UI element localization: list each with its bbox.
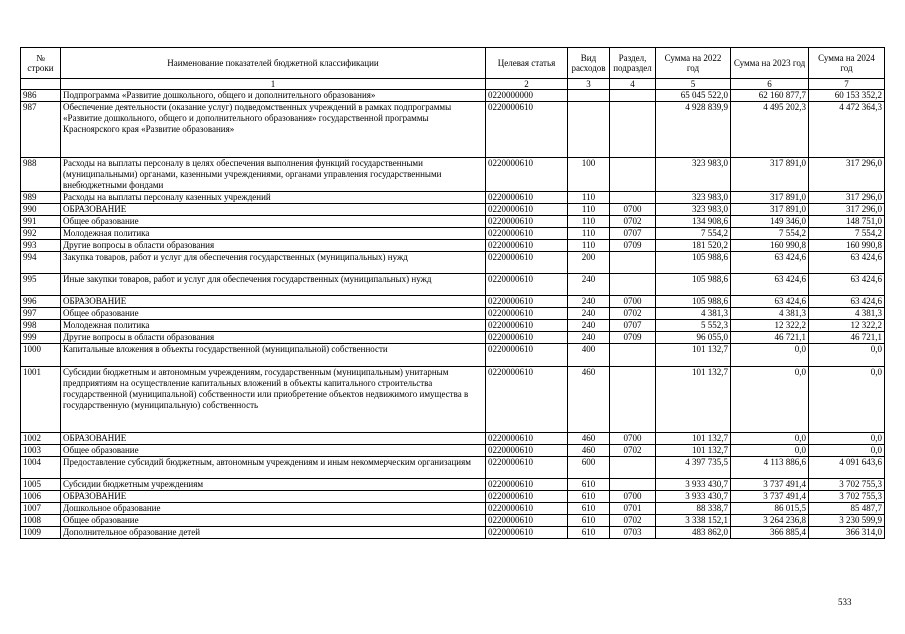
row-target: 0220000610 — [486, 445, 568, 457]
row-number: 1002 — [21, 433, 61, 445]
row-exp-type: 460 — [568, 433, 610, 445]
row-exp-type: 600 — [568, 457, 610, 479]
table-row — [21, 479, 885, 491]
row-name: ОБРАЗОВАНИЕ — [61, 296, 486, 308]
row-exp-type: 240 — [568, 308, 610, 320]
row-name: Молодежная политика — [61, 320, 486, 332]
row-target: 0220000610 — [486, 252, 568, 274]
row-sum-2023: 4 495 202,3 — [731, 102, 809, 158]
row-exp-type: 610 — [568, 503, 610, 515]
col-number: 6 — [731, 79, 809, 90]
row-exp-type: 240 — [568, 332, 610, 344]
row-target: 0220000610 — [486, 240, 568, 252]
row-sum-2024: 0,0 — [809, 433, 885, 445]
table-row — [21, 252, 885, 274]
row-name: Иные закупки товаров, работ и услуг для обеспечения государственных (муниципальных) нужд — [61, 274, 486, 296]
row-name: Дошкольное образование — [61, 503, 486, 515]
row-exp-type: 400 — [568, 344, 610, 367]
row-sum-2024: 12 322,2 — [809, 320, 885, 332]
row-target: 0220000610 — [486, 308, 568, 320]
row-section: 0702 — [610, 515, 656, 527]
row-target: 0220000610 — [486, 503, 568, 515]
row-sum-2022: 105 988,6 — [656, 296, 731, 308]
row-exp-type: 110 — [568, 216, 610, 228]
row-sum-2022: 96 055,0 — [656, 332, 731, 344]
row-section: 0702 — [610, 445, 656, 457]
row-sum-2022: 4 397 735,5 — [656, 457, 731, 479]
row-number: 1007 — [21, 503, 61, 515]
row-target: 0220000610 — [486, 320, 568, 332]
row-name: Другие вопросы в области образования — [61, 332, 486, 344]
col-number: 5 — [656, 79, 731, 90]
row-target: 0220000610 — [486, 204, 568, 216]
row-sum-2023: 7 554,2 — [731, 228, 809, 240]
row-section: 0707 — [610, 228, 656, 240]
column-number-row — [21, 79, 885, 90]
row-number: 1003 — [21, 445, 61, 457]
table-row — [21, 491, 885, 503]
row-sum-2024: 3 702 755,3 — [809, 491, 885, 503]
row-section: 0703 — [610, 527, 656, 539]
row-exp-type — [568, 90, 610, 102]
row-number: 992 — [21, 228, 61, 240]
row-section — [610, 344, 656, 367]
row-exp-type: 110 — [568, 192, 610, 204]
row-number: 996 — [21, 296, 61, 308]
col-number: 7 — [809, 79, 885, 90]
row-sum-2022: 323 983,0 — [656, 158, 731, 192]
row-section: 0709 — [610, 240, 656, 252]
row-sum-2024: 366 314,0 — [809, 527, 885, 539]
row-sum-2024: 0,0 — [809, 344, 885, 367]
row-exp-type: 240 — [568, 296, 610, 308]
row-sum-2024: 63 424,6 — [809, 296, 885, 308]
table-row — [21, 240, 885, 252]
header-name: Наименование показателей бюджетной классификации — [61, 48, 486, 79]
row-number: 989 — [21, 192, 61, 204]
row-sum-2022: 105 988,6 — [656, 252, 731, 274]
header-sum-2022: Сумма на 2022 год — [656, 48, 731, 79]
row-section — [610, 102, 656, 158]
row-target: 0220000610 — [486, 332, 568, 344]
row-target: 0220000610 — [486, 216, 568, 228]
row-exp-type: 610 — [568, 527, 610, 539]
row-sum-2024: 317 296,0 — [809, 204, 885, 216]
row-section: 0700 — [610, 204, 656, 216]
row-exp-type: 610 — [568, 515, 610, 527]
row-exp-type: 460 — [568, 367, 610, 433]
row-number: 1009 — [21, 527, 61, 539]
row-sum-2022: 3 338 152,1 — [656, 515, 731, 527]
header-sum-2024: Сумма на 2024 год — [809, 48, 885, 79]
row-number: 991 — [21, 216, 61, 228]
row-target: 0220000610 — [486, 457, 568, 479]
row-sum-2024: 85 487,7 — [809, 503, 885, 515]
row-sum-2024: 317 296,0 — [809, 158, 885, 192]
row-number: 993 — [21, 240, 61, 252]
row-name: ОБРАЗОВАНИЕ — [61, 204, 486, 216]
row-number: 990 — [21, 204, 61, 216]
header-sum-2023: Сумма на 2023 год — [731, 48, 809, 79]
row-sum-2023: 0,0 — [731, 344, 809, 367]
row-name: Закупка товаров, работ и услуг для обеспечения государственных (муниципальных) нужд — [61, 252, 486, 274]
row-name: Общее образование — [61, 308, 486, 320]
row-sum-2024: 46 721,1 — [809, 332, 885, 344]
row-name: Расходы на выплаты персоналу казенных учреждений — [61, 192, 486, 204]
row-target: 0220000610 — [486, 296, 568, 308]
row-target: 0220000610 — [486, 433, 568, 445]
row-section — [610, 90, 656, 102]
row-sum-2022: 323 983,0 — [656, 204, 731, 216]
row-target: 0220000610 — [486, 102, 568, 158]
row-sum-2024: 0,0 — [809, 445, 885, 457]
row-name: Общее образование — [61, 515, 486, 527]
row-sum-2022: 88 338,7 — [656, 503, 731, 515]
row-sum-2023: 4 381,3 — [731, 308, 809, 320]
row-target: 0220000610 — [486, 491, 568, 503]
row-section: 0702 — [610, 216, 656, 228]
table-row — [21, 90, 885, 102]
table-row — [21, 158, 885, 192]
row-name: Общее образование — [61, 445, 486, 457]
table-row — [21, 367, 885, 433]
row-target: 0220000610 — [486, 479, 568, 491]
row-sum-2022: 7 554,2 — [656, 228, 731, 240]
row-number: 986 — [21, 90, 61, 102]
row-section — [610, 479, 656, 491]
row-number: 1006 — [21, 491, 61, 503]
col-number: 4 — [610, 79, 656, 90]
row-section — [610, 367, 656, 433]
row-target: 0220000610 — [486, 192, 568, 204]
budget-table — [20, 47, 885, 539]
row-sum-2023: 0,0 — [731, 433, 809, 445]
table-body — [21, 90, 885, 539]
row-sum-2024: 63 424,6 — [809, 252, 885, 274]
row-name: ОБРАЗОВАНИЕ — [61, 433, 486, 445]
row-sum-2023: 0,0 — [731, 367, 809, 433]
row-name: Субсидии бюджетным учреждениям — [61, 479, 486, 491]
row-target: 0220000610 — [486, 344, 568, 367]
row-name: Расходы на выплаты персоналу в целях обеспечения выполнения функций государственными (муниципальными) органами, казенными учреждениями, органами управления государственными внебюджетными фондами — [61, 158, 486, 192]
row-sum-2023: 317 891,0 — [731, 158, 809, 192]
row-section: 0709 — [610, 332, 656, 344]
row-sum-2023: 86 015,5 — [731, 503, 809, 515]
row-sum-2023: 160 990,8 — [731, 240, 809, 252]
row-section — [610, 252, 656, 274]
row-name: Предоставление субсидий бюджетным, автономным учреждениям и иным некоммерческим организациям — [61, 457, 486, 479]
row-target: 0220000610 — [486, 527, 568, 539]
table-row — [21, 274, 885, 296]
row-sum-2024: 4 381,3 — [809, 308, 885, 320]
row-sum-2022: 3 933 430,7 — [656, 479, 731, 491]
table-row — [21, 320, 885, 332]
col-number: 2 — [486, 79, 568, 90]
row-section — [610, 274, 656, 296]
col-number: 1 — [61, 79, 486, 90]
row-sum-2023: 63 424,6 — [731, 296, 809, 308]
row-sum-2022: 181 520,2 — [656, 240, 731, 252]
row-number: 987 — [21, 102, 61, 158]
row-sum-2022: 3 933 430,7 — [656, 491, 731, 503]
row-sum-2023: 46 721,1 — [731, 332, 809, 344]
row-sum-2024: 63 424,6 — [809, 274, 885, 296]
col-number: 3 — [568, 79, 610, 90]
row-sum-2022: 4 381,3 — [656, 308, 731, 320]
row-sum-2022: 134 908,6 — [656, 216, 731, 228]
row-sum-2024: 148 751,0 — [809, 216, 885, 228]
row-sum-2022: 105 988,6 — [656, 274, 731, 296]
row-sum-2024: 4 091 643,6 — [809, 457, 885, 479]
table-row — [21, 102, 885, 158]
row-sum-2022: 4 928 839,9 — [656, 102, 731, 158]
header-row-no: № строки — [21, 48, 61, 79]
row-sum-2023: 317 891,0 — [731, 192, 809, 204]
table-row — [21, 308, 885, 320]
row-number: 988 — [21, 158, 61, 192]
row-number: 1000 — [21, 344, 61, 367]
col-number — [21, 79, 61, 90]
row-exp-type: 240 — [568, 274, 610, 296]
row-target: 0220000610 — [486, 367, 568, 433]
row-target: 0220000610 — [486, 228, 568, 240]
header-exp-type: Вид расходов — [568, 48, 610, 79]
row-sum-2023: 12 322,2 — [731, 320, 809, 332]
row-target: 0220000610 — [486, 158, 568, 192]
row-exp-type: 110 — [568, 240, 610, 252]
row-sum-2024: 0,0 — [809, 367, 885, 433]
row-target: 0220000000 — [486, 90, 568, 102]
row-sum-2024: 3 230 599,9 — [809, 515, 885, 527]
row-sum-2023: 3 264 236,8 — [731, 515, 809, 527]
row-section: 0700 — [610, 296, 656, 308]
row-sum-2023: 317 891,0 — [731, 204, 809, 216]
row-exp-type: 610 — [568, 479, 610, 491]
row-sum-2024: 7 554,2 — [809, 228, 885, 240]
row-sum-2024: 3 702 755,3 — [809, 479, 885, 491]
row-section — [610, 192, 656, 204]
table-row — [21, 457, 885, 479]
row-sum-2024: 4 472 364,3 — [809, 102, 885, 158]
table-row — [21, 228, 885, 240]
table-row — [21, 296, 885, 308]
row-number: 1008 — [21, 515, 61, 527]
row-section: 0700 — [610, 433, 656, 445]
row-section: 0702 — [610, 308, 656, 320]
row-sum-2023: 63 424,6 — [731, 252, 809, 274]
row-name: Общее образование — [61, 216, 486, 228]
row-section — [610, 158, 656, 192]
row-exp-type: 240 — [568, 320, 610, 332]
header-target: Целевая статья — [486, 48, 568, 79]
row-section — [610, 457, 656, 479]
row-sum-2022: 65 045 522,0 — [656, 90, 731, 102]
row-sum-2022: 323 983,0 — [656, 192, 731, 204]
row-name: Обеспечение деятельности (оказание услуг) подведомственных учреждений в рамках подпрограммы «Развитие дошкольного, общего и дополнительного образования» государственной программы Красноярского края «Развитие образования» — [61, 102, 486, 158]
table-row — [21, 204, 885, 216]
row-sum-2022: 101 132,7 — [656, 433, 731, 445]
table-row — [21, 344, 885, 367]
row-sum-2022: 101 132,7 — [656, 367, 731, 433]
table-row — [21, 503, 885, 515]
row-number: 998 — [21, 320, 61, 332]
row-sum-2022: 5 552,3 — [656, 320, 731, 332]
row-number: 1001 — [21, 367, 61, 433]
row-exp-type: 110 — [568, 204, 610, 216]
row-section: 0707 — [610, 320, 656, 332]
row-number: 994 — [21, 252, 61, 274]
row-sum-2023: 3 737 491,4 — [731, 491, 809, 503]
row-name: Молодежная политика — [61, 228, 486, 240]
row-sum-2023: 149 346,0 — [731, 216, 809, 228]
table-row — [21, 515, 885, 527]
row-name: Подпрограмма «Развитие дошкольного, общего и дополнительного образования» — [61, 90, 486, 102]
row-name: ОБРАЗОВАНИЕ — [61, 491, 486, 503]
row-number: 997 — [21, 308, 61, 320]
row-exp-type — [568, 102, 610, 158]
row-number: 999 — [21, 332, 61, 344]
row-number: 1005 — [21, 479, 61, 491]
row-sum-2024: 160 990,8 — [809, 240, 885, 252]
row-sum-2022: 101 132,7 — [656, 445, 731, 457]
row-name: Другие вопросы в области образования — [61, 240, 486, 252]
table-row — [21, 192, 885, 204]
row-exp-type: 610 — [568, 491, 610, 503]
table-row — [21, 527, 885, 539]
row-target: 0220000610 — [486, 515, 568, 527]
row-sum-2022: 101 132,7 — [656, 344, 731, 367]
table-row — [21, 445, 885, 457]
row-sum-2023: 0,0 — [731, 445, 809, 457]
row-name: Субсидии бюджетным и автономным учреждениям, государственным (муниципальным) унитарным предприятиям на осуществление капитальных вложений в объекты капитального строительства государственной (муниципальной) собственности или приобретение объектов недвижимого имущества в государственную (муниципальную) собственность — [61, 367, 486, 433]
row-sum-2023: 63 424,6 — [731, 274, 809, 296]
row-sum-2023: 3 737 491,4 — [731, 479, 809, 491]
row-sum-2024: 317 296,0 — [809, 192, 885, 204]
header-section: Раздел, подраздел — [610, 48, 656, 79]
table-row — [21, 332, 885, 344]
row-section: 0700 — [610, 491, 656, 503]
row-number: 1004 — [21, 457, 61, 479]
row-sum-2023: 4 113 886,6 — [731, 457, 809, 479]
row-number: 995 — [21, 274, 61, 296]
row-sum-2023: 62 160 877,7 — [731, 90, 809, 102]
table-row — [21, 433, 885, 445]
row-name: Дополнительное образование детей — [61, 527, 486, 539]
page-number: 533 — [838, 597, 852, 607]
row-sum-2022: 483 862,0 — [656, 527, 731, 539]
row-exp-type: 460 — [568, 445, 610, 457]
row-name: Капитальные вложения в объекты государственной (муниципальной) собственности — [61, 344, 486, 367]
row-sum-2023: 366 885,4 — [731, 527, 809, 539]
table-row — [21, 216, 885, 228]
row-exp-type: 110 — [568, 228, 610, 240]
row-exp-type: 100 — [568, 158, 610, 192]
row-sum-2024: 60 153 352,2 — [809, 90, 885, 102]
row-target: 0220000610 — [486, 274, 568, 296]
row-exp-type: 200 — [568, 252, 610, 274]
table-header-row — [21, 48, 885, 79]
row-section: 0701 — [610, 503, 656, 515]
